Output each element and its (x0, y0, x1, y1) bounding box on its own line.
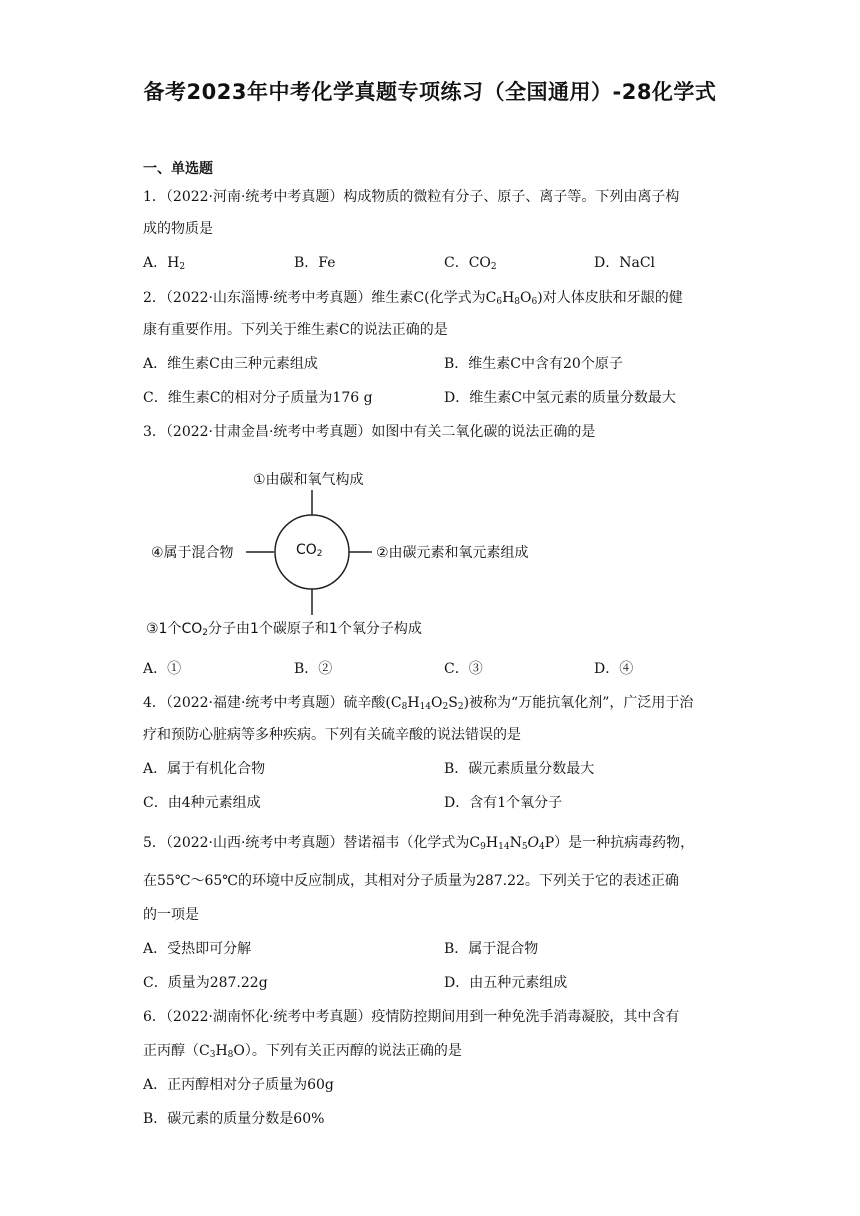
question-6-stem-line1: 6．（2022·湖南怀化·统考中考真题）疫情防控期间用到一种免洗手消毒凝胶，其中含有 (143, 1009, 680, 1025)
question-3-option-d[interactable]: D．④ (594, 661, 634, 677)
question-2-option-d[interactable]: D．维生素C中氢元素的质量分数最大 (444, 390, 676, 406)
diagram-label-3: ③1个$CO_2$分子由1个碳原子和1个氧分子构成 (146, 621, 422, 638)
question-4-option-a[interactable]: A．属于有机化合物 (143, 761, 266, 777)
question-6-stem-line2: 正丙醇$(C_3H_8O)$。下列有关正丙醇的说法正确的是 (143, 1043, 462, 1060)
question-6-option-b[interactable]: B．碳元素的质量分数是60% (143, 1111, 325, 1127)
question-5-option-c[interactable]: C．质量为287.22g (143, 975, 268, 991)
question-5-stem-line2: 在55℃～65℃的环境中反应制成，其相对分子质量为287.22。下列关于它的表述正确 (143, 873, 679, 889)
diagram-label-2: ②由碳元素和氧元素组成 (376, 545, 529, 561)
question-1-stem-line2: 成的物质是 (143, 221, 213, 237)
question-3-option-b[interactable]: B．② (294, 661, 333, 677)
question-5-option-d[interactable]: D．由五种元素组成 (444, 975, 568, 991)
question-5-stem-line3: 的一项是 (143, 907, 199, 923)
question-6-option-a[interactable]: A．正丙醇相对分子质量为60g (143, 1077, 334, 1093)
diagram-label-1: ①由碳和氧气构成 (253, 472, 364, 488)
question-2-stem-line1: 2．（2022·山东淄博·统考中考真题）维生素C(化学式为$C_6H_8O_6$)对人体皮肤和牙龈的健 (143, 290, 683, 307)
question-2-stem-line2: 康有重要作用。下列关于维生素C的说法正确的是 (143, 322, 448, 338)
question-4-stem-line1: 4．（2022·福建·统考中考真题）硫辛酸$(C_8H_{14}O_2S_2)$被称为“万能抗氧化剂”，广泛用于治 (143, 695, 694, 712)
diagram-label-4: ④属于混合物 (151, 545, 234, 561)
question-2-option-b[interactable]: B．维生素C中含有20个原子 (444, 356, 623, 372)
question-2-option-c[interactable]: C．维生素C的相对分子质量为176 g (143, 390, 373, 406)
question-2-option-a[interactable]: A．维生素C由三种元素组成 (143, 356, 318, 372)
question-1-stem-line1: 1．（2022·河南·统考中考真题）构成物质的微粒有分子、原子、离子等。下列由离子构 (143, 189, 680, 205)
question-4-option-b[interactable]: B．碳元素质量分数最大 (444, 761, 595, 777)
page-title: 备考2023年中考化学真题专项练习（全国通用）-28化学式 (143, 80, 717, 104)
question-4-option-d[interactable]: D．含有1个氧分子 (444, 795, 563, 811)
question-3-option-a[interactable]: A．① (143, 661, 182, 677)
co2-diagram (140, 455, 560, 650)
question-1-option-d[interactable]: D．NaCl (594, 255, 656, 271)
diagram-center-co2: $CO_2$ (296, 542, 323, 559)
section-heading: 一、单选题 (143, 161, 213, 177)
question-1-option-b[interactable]: B．Fe (294, 255, 336, 271)
question-1-option-c[interactable]: C．$CO_2$ (444, 255, 497, 272)
question-3-stem: 3．（2022·甘肃金昌·统考中考真题）如图中有关二氧化碳的说法正确的是 (143, 424, 596, 440)
question-3-option-c[interactable]: C．③ (444, 661, 483, 677)
question-1-option-a[interactable]: A．$H_2$ (143, 255, 186, 272)
question-4-stem-line2: 疗和预防心脏病等多种疾病。下列有关硫辛酸的说法错误的是 (143, 727, 521, 743)
question-4-option-c[interactable]: C．由4种元素组成 (143, 795, 261, 811)
question-5-stem-line1: 5．（2022·山西·统考中考真题）替诺福韦（化学式为$C_9H_{14}N_5O_4P$）是一种抗病毒药物， (143, 835, 695, 852)
question-5-option-b[interactable]: B．属于混合物 (444, 941, 539, 957)
question-5-option-a[interactable]: A．受热即可分解 (143, 941, 252, 957)
